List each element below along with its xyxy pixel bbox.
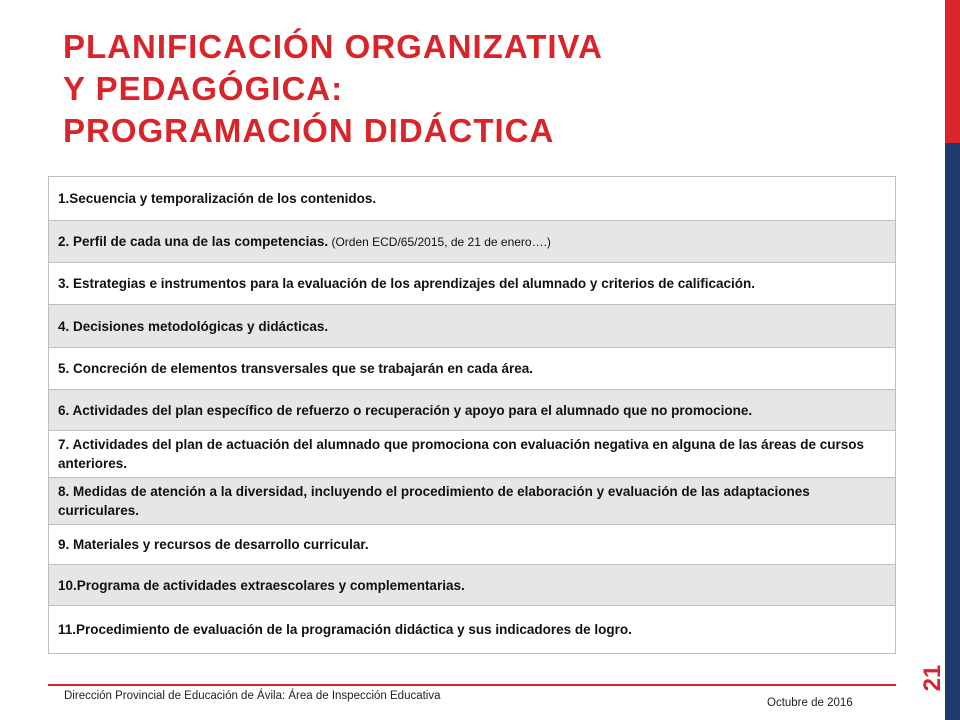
table-cell [49, 177, 896, 221]
table-row [49, 348, 896, 390]
row-text: 11.Procedimiento de evaluación de la programación didáctica y sus indicadores de logro. [58, 622, 632, 637]
slide-title [63, 26, 923, 152]
table-row [49, 305, 896, 348]
table-cell [49, 565, 896, 606]
footer-divider [48, 684, 896, 686]
row-text: 7. Actividades del plan de actuación del alumnado que promociona con evaluación negativa en alguna de las áreas de cursos anteriores. [58, 437, 864, 471]
table-cell [49, 525, 896, 565]
slide-number: 21 [919, 664, 946, 692]
footer-date: Octubre de 2016 [767, 697, 853, 709]
title-line-2: Y PEDAGÓGICA: [63, 70, 344, 107]
row-note: (Orden ECD/65/2015, de 21 de enero….) [328, 234, 551, 249]
accent-bar-red [945, 0, 960, 143]
table-row [49, 606, 896, 654]
table-cell [49, 305, 896, 348]
row-text: 10.Programa de actividades extraescolares y complementarias. [58, 577, 465, 593]
table-cell [49, 348, 896, 390]
row-text: 5. Concreción de elementos transversales que se trabajarán en cada área. [58, 361, 533, 376]
table-row [49, 221, 896, 263]
row-text: 2. Perfil de cada una de las competencias. [58, 233, 329, 249]
table-cell [49, 390, 896, 431]
table-row [49, 263, 896, 305]
table-row [49, 565, 896, 606]
footer-organization: Dirección Provincial de Educación de Ávila: Área de Inspección Educativa [64, 690, 441, 702]
title-line-3: PROGRAMACIÓN DIDÁCTICA [63, 112, 555, 149]
table-cell [49, 221, 896, 263]
row-text: 1.Secuencia y temporalización de los contenidos. [58, 191, 377, 206]
table-row [49, 525, 896, 565]
table-cell [49, 606, 896, 654]
row-text: 8. Medidas de atención a la diversidad, incluyendo el procedimiento de elaboración y evaluación de las adaptaciones curriculares. [58, 484, 810, 518]
table-cell [49, 431, 896, 478]
row-text: 3. Estrategias e instrumentos para la evaluación de los aprendizajes del alumnado y criterios de calificación. [58, 276, 756, 291]
row-text: 6. Actividades del plan específico de refuerzo o recuperación y apoyo para el alumnado que no promocione. [58, 402, 753, 418]
title-line-1: PLANIFICACIÓN ORGANIZATIVA [63, 28, 603, 65]
table-cell [49, 263, 896, 305]
row-text: 9. Materiales y recursos de desarrollo curricular. [58, 537, 369, 552]
table-row [49, 177, 896, 221]
table-row [49, 431, 896, 478]
accent-bar-blue [945, 143, 960, 720]
table-row [49, 390, 896, 431]
row-text: 4. Decisiones metodológicas y didácticas. [58, 318, 329, 334]
table-row [49, 478, 896, 525]
table-cell [49, 478, 896, 525]
contents-table [48, 176, 896, 654]
